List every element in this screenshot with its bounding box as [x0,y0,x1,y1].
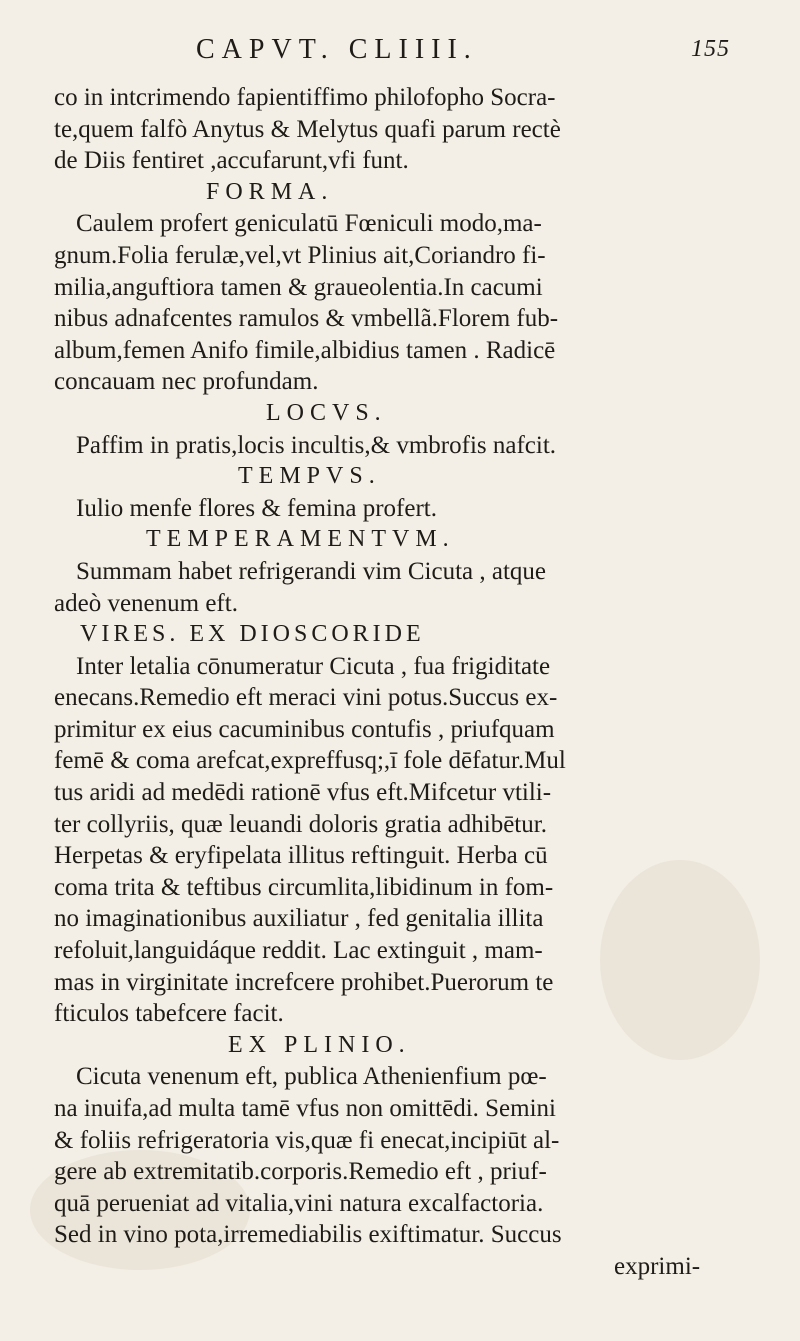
text-line: mas in virginitate increfcere prohibet.Puerorum te [54,968,554,996]
text-line: de Diis fentiret ,accufarunt,vfi funt. [54,147,409,175]
text-line: milia,anguftiora tamen & graueolentia.In cacumi [54,273,543,301]
text-line: tus aridi ad medēdi rationē vfus eft.Mifcetur vtili- [54,779,552,807]
text-line: gnum.Folia ferulæ,vel,vt Plinius ait,Coriandro fi- [54,241,546,269]
text-line: no imaginationibus auxiliatur , fed genitalia illita [54,905,544,933]
running-header [90,34,730,70]
section-heading: LOCVS. [266,399,387,426]
text-line: album,femen Anifo fimile,albidius tamen . Radicē [54,336,556,364]
text-line: Summam habet refrigerandi vim Cicuta , atque [76,557,546,585]
chapter-title: CAPVT. CLIIII. [196,34,478,65]
text-line: Paffim in pratis,locis incultis,& vmbrofis nafcit. [76,431,557,459]
section-heading: TEMPERAMENTVM. [146,526,455,553]
text-line: fticulos tabefcere facit. [54,1000,284,1028]
text-line: Inter letalia cōnumeratur Cicuta , fua frigiditate [76,652,551,680]
text-line: Sed in vino pota,irremediabilis exiftimatur. Succus [54,1221,562,1249]
text-line: coma trita & teftibus circumlita,libidinum in fom- [54,873,554,901]
text-line: Herpetas & eryfipelata illitus reftinguit. Herba cū [54,842,548,870]
catchword: exprimi- [614,1252,701,1280]
text-line: refoluit,languidáque reddit. Lac extinguit , mam- [54,937,543,965]
text-line: primitur ex eius cacuminibus contufis , priufquam [54,715,555,743]
text-line: nibus adnafcentes ramulos & vmbellã.Florem fub- [54,305,559,333]
text-line: adeò venenum eft. [54,589,238,617]
text-line: femē & coma arefcat,expreffusq;,ī fole dēfatur.Mul [54,747,566,775]
text-line: concauam nec profundam. [54,368,319,396]
text-line: quā perueniat ad vitalia,vini natura excalfactoria. [54,1189,544,1217]
text-line: gere ab extremitatib.corporis.Remedio eft , priuf- [54,1158,547,1186]
section-heading: TEMPVS. [238,463,381,490]
text-line: Caulem profert geniculatū Fœniculi modo,ma- [76,210,542,238]
text-line: te,quem falfò Anytus & Melytus quafi parum rectè [54,115,561,143]
section-heading: VIRES. EX DIOSCORIDE [80,621,425,648]
text-line: Cicuta venenum eft, publica Athenienfium pœ- [76,1063,547,1091]
text-line: enecans.Remedio eft meraci vini potus.Succus ex- [54,684,558,712]
body-text [54,82,744,1283]
text-line: co in intcrimendo fapientiffimo philofopho Socra- [54,84,556,111]
text-line: Iulio menfe flores & femina profert. [76,494,437,522]
section-heading: EX PLINIO. [228,1031,411,1058]
text-line: ter collyriis, quæ leuandi doloris gratia adhibētur. [54,810,547,838]
text-line: & foliis refrigeratoria vis,quæ fi enecat,incipiūt al- [54,1126,560,1154]
section-heading: FORMA. [206,178,334,205]
page-number: 155 [691,36,730,62]
text-line: na inuifa,ad multa tamē vfus non omittēdi. Semini [54,1095,556,1122]
